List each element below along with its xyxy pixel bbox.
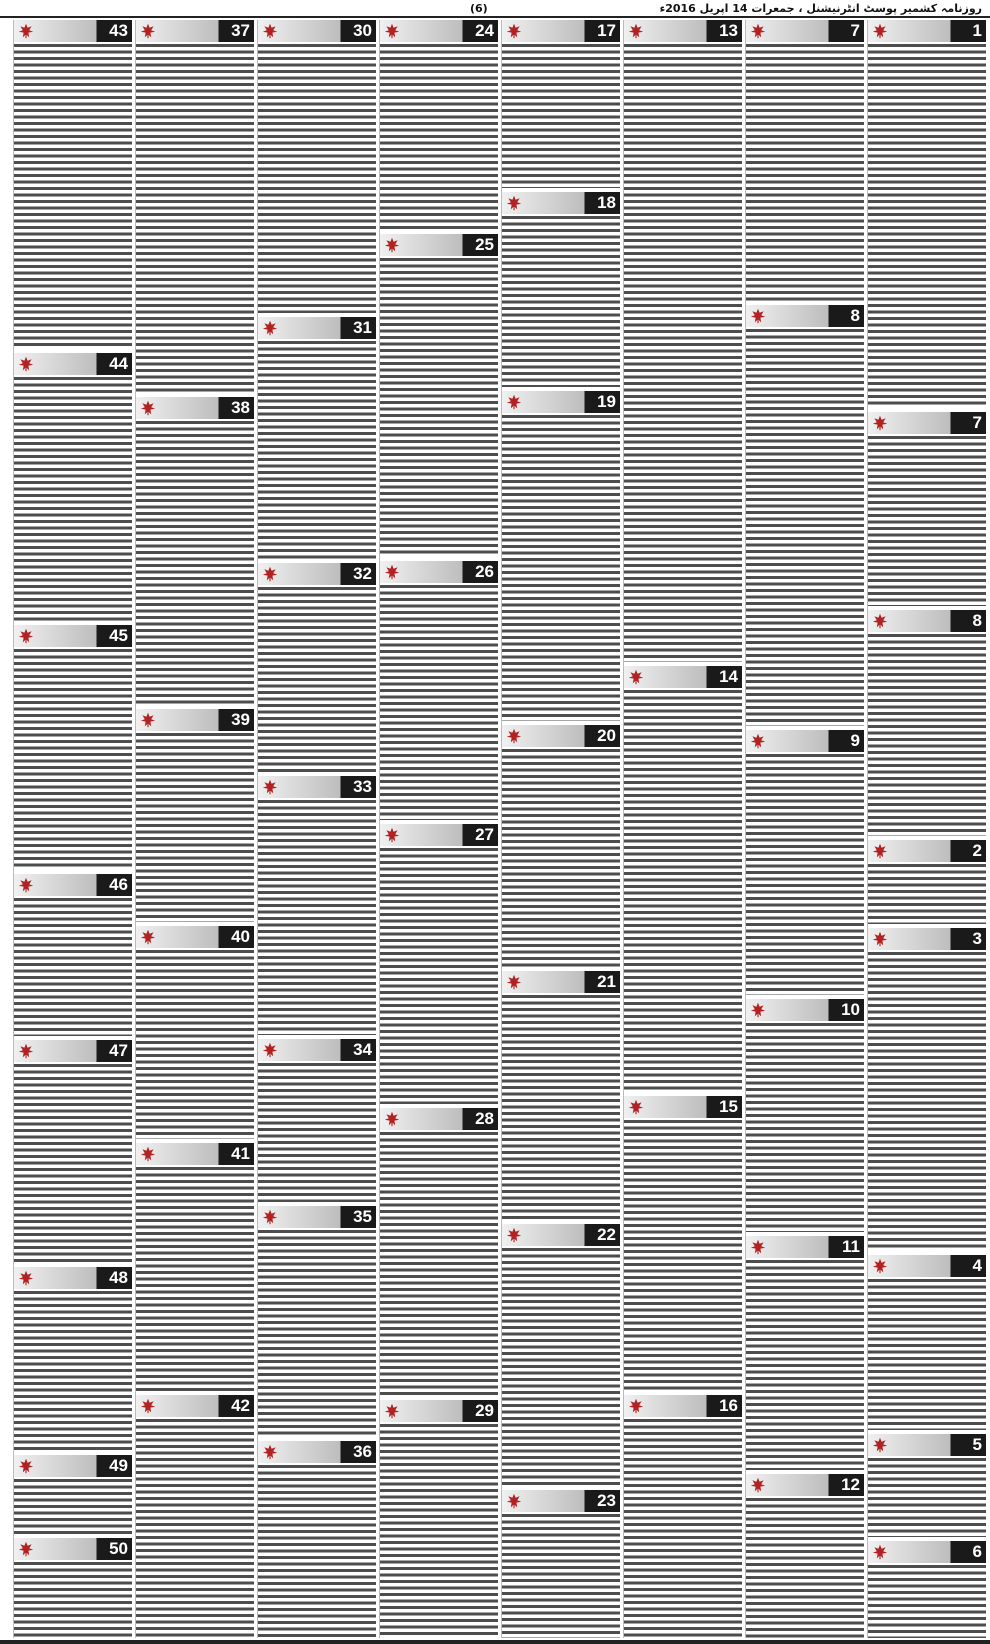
item-text-block: [868, 950, 986, 1251]
item-number-bar: [746, 730, 864, 752]
item-text-block: [14, 375, 132, 621]
news-item: [380, 561, 498, 820]
item-number-bar: [14, 353, 132, 375]
item-number: 44: [109, 354, 128, 374]
item-number: 10: [841, 999, 860, 1019]
item-number-bar: [136, 20, 254, 42]
item-text-block: [14, 1062, 132, 1263]
news-column: [623, 20, 742, 1638]
item-number: 25: [475, 235, 494, 255]
item-text-block: [380, 256, 498, 556]
item-number-bar: [746, 20, 864, 42]
maple-leaf-icon: [872, 23, 888, 39]
item-number: 16: [719, 1395, 738, 1415]
maple-leaf-icon: [18, 1270, 34, 1286]
item-number-bar: [14, 20, 132, 42]
item-text-block: [746, 1496, 864, 1638]
news-item: [502, 1224, 620, 1486]
maple-leaf-icon: [750, 733, 766, 749]
item-number: 22: [597, 1224, 616, 1244]
news-item: [136, 1143, 254, 1392]
item-number: 41: [231, 1143, 250, 1163]
maple-leaf-icon: [140, 1146, 156, 1162]
item-text-block: [502, 993, 620, 1220]
item-number-bar: [746, 1236, 864, 1258]
news-item: [136, 926, 254, 1139]
maple-leaf-icon: [750, 1239, 766, 1255]
item-number-bar: [14, 1538, 132, 1560]
news-item: [14, 353, 132, 621]
item-text-block: [502, 413, 620, 721]
news-item: [258, 317, 376, 559]
item-number-bar: [14, 1267, 132, 1289]
news-item: [868, 1541, 986, 1638]
news-column: [867, 20, 986, 1638]
item-number-bar: [380, 1400, 498, 1422]
item-text-block: [14, 1477, 132, 1533]
item-number-bar: [502, 1490, 620, 1512]
item-text-block: [624, 1417, 742, 1638]
news-item: [746, 20, 864, 301]
item-number-bar: [14, 874, 132, 896]
maple-leaf-icon: [262, 1209, 278, 1225]
item-number-bar: [380, 234, 498, 256]
news-item: [868, 840, 986, 924]
item-number-bar: [502, 20, 620, 42]
item-number: 31: [353, 317, 372, 337]
news-item: [136, 20, 254, 393]
item-number: 46: [109, 875, 128, 895]
item-number-bar: [868, 1255, 986, 1277]
maple-leaf-icon: [872, 1258, 888, 1274]
item-number: 47: [109, 1041, 128, 1061]
maple-leaf-icon: [628, 23, 644, 39]
item-text-block: [624, 688, 742, 1091]
item-number: 35: [353, 1206, 372, 1226]
item-number: 34: [353, 1039, 372, 1059]
maple-leaf-icon: [140, 23, 156, 39]
item-text-block: [624, 1118, 742, 1391]
item-text-block: [502, 1246, 620, 1486]
item-number: 49: [109, 1456, 128, 1476]
maple-leaf-icon: [18, 628, 34, 644]
news-columns: [4, 20, 986, 1638]
item-number: 27: [475, 825, 494, 844]
item-number: 7: [972, 412, 982, 432]
item-text-block: [136, 1165, 254, 1392]
news-item: [14, 1040, 132, 1263]
news-column: [13, 20, 132, 1638]
maple-leaf-icon: [872, 415, 888, 431]
maple-leaf-icon: [506, 394, 522, 410]
page-number: (6): [470, 2, 488, 15]
maple-leaf-icon: [750, 1002, 766, 1018]
news-item: [502, 20, 620, 188]
news-item: [14, 625, 132, 870]
maple-leaf-icon: [750, 23, 766, 39]
maple-leaf-icon: [628, 1099, 644, 1115]
item-text-block: [746, 752, 864, 995]
maple-leaf-icon: [506, 1493, 522, 1509]
item-number-bar: [258, 1441, 376, 1463]
maple-leaf-icon: [872, 1544, 888, 1560]
news-item: [380, 1108, 498, 1395]
item-text-block: [502, 42, 620, 188]
item-number-bar: [136, 1143, 254, 1165]
item-number-bar: [258, 1206, 376, 1228]
maple-leaf-icon: [384, 564, 400, 580]
news-item: [380, 20, 498, 230]
item-number: 37: [231, 21, 250, 40]
news-item: [868, 928, 986, 1251]
news-item: [14, 874, 132, 1036]
item-number: 1: [972, 21, 982, 40]
item-number-bar: [624, 20, 742, 42]
news-item: [258, 1039, 376, 1202]
news-column: [257, 20, 376, 1638]
item-number-bar: [746, 999, 864, 1021]
news-item: [258, 20, 376, 313]
item-number: 38: [231, 397, 250, 417]
item-text-block: [258, 42, 376, 313]
item-number-bar: [624, 1096, 742, 1118]
item-number-bar: [136, 926, 254, 948]
news-item: [258, 776, 376, 1035]
item-number-bar: [868, 928, 986, 950]
maple-leaf-icon: [18, 877, 34, 893]
item-number-bar: [624, 666, 742, 688]
item-number: 45: [109, 625, 128, 645]
item-number: 9: [850, 730, 860, 750]
item-number: 30: [353, 21, 372, 40]
item-text-block: [136, 419, 254, 705]
maple-leaf-icon: [750, 308, 766, 324]
maple-leaf-icon: [872, 843, 888, 859]
item-text-block: [136, 1417, 254, 1638]
news-item: [136, 397, 254, 705]
item-text-block: [14, 1289, 132, 1451]
news-item: [14, 1538, 132, 1638]
item-number-bar: [868, 1541, 986, 1563]
item-number-bar: [258, 1039, 376, 1061]
maple-leaf-icon: [872, 613, 888, 629]
item-text-block: [868, 632, 986, 836]
item-text-block: [868, 1563, 986, 1638]
maple-leaf-icon: [384, 827, 400, 843]
item-number-bar: [502, 725, 620, 747]
item-number: 33: [353, 776, 372, 796]
item-number: 23: [597, 1491, 616, 1511]
maple-leaf-icon: [140, 1398, 156, 1414]
maple-leaf-icon: [262, 1444, 278, 1460]
news-item: [624, 1096, 742, 1391]
footer-rule: [0, 1640, 990, 1644]
maple-leaf-icon: [262, 320, 278, 336]
item-number: 3: [972, 928, 982, 948]
item-number: 17: [597, 21, 616, 40]
news-item: [624, 20, 742, 662]
item-text-block: [746, 1258, 864, 1470]
item-text-block: [258, 339, 376, 559]
item-text-block: [624, 42, 742, 662]
maple-leaf-icon: [506, 728, 522, 744]
item-number-bar: [868, 610, 986, 632]
item-number: 20: [597, 725, 616, 745]
item-number: 12: [841, 1475, 860, 1495]
news-column: [379, 20, 498, 1638]
maple-leaf-icon: [750, 1477, 766, 1493]
maple-leaf-icon: [506, 195, 522, 211]
news-column: [135, 20, 254, 1638]
item-number: 6: [972, 1542, 982, 1562]
item-number: 13: [719, 21, 738, 40]
item-text-block: [868, 862, 986, 924]
item-number: 15: [719, 1096, 738, 1116]
maple-leaf-icon: [506, 974, 522, 990]
item-text-block: [502, 1512, 620, 1638]
maple-leaf-icon: [18, 23, 34, 39]
item-number: 2: [972, 840, 982, 860]
item-number: 39: [231, 709, 250, 729]
news-item: [14, 1267, 132, 1451]
item-number-bar: [746, 1474, 864, 1496]
news-item: [502, 192, 620, 387]
item-text-block: [136, 948, 254, 1139]
maple-leaf-icon: [384, 23, 400, 39]
item-number: 26: [475, 561, 494, 581]
item-number-bar: [14, 625, 132, 647]
news-item: [136, 709, 254, 922]
item-number: 40: [231, 926, 250, 946]
news-item: [380, 234, 498, 556]
item-text-block: [14, 42, 132, 349]
item-number: 29: [475, 1400, 494, 1420]
item-text-block: [380, 846, 498, 1104]
item-number-bar: [502, 971, 620, 993]
item-number: 5: [972, 1434, 982, 1454]
news-item: [746, 730, 864, 995]
news-item: [258, 1206, 376, 1437]
item-text-block: [868, 1277, 986, 1430]
item-number-bar: [380, 20, 498, 42]
maple-leaf-icon: [262, 779, 278, 795]
item-number-bar: [868, 840, 986, 862]
item-text-block: [380, 1422, 498, 1638]
item-text-block: [746, 1021, 864, 1233]
item-number: 19: [597, 392, 616, 412]
item-text-block: [258, 1061, 376, 1202]
news-item: [746, 999, 864, 1233]
item-number-bar: [868, 412, 986, 434]
news-item: [14, 1455, 132, 1533]
maple-leaf-icon: [506, 1227, 522, 1243]
item-number: 42: [231, 1396, 250, 1416]
item-number-bar: [868, 20, 986, 42]
news-item: [868, 20, 986, 408]
news-item: [258, 563, 376, 771]
item-text-block: [868, 1456, 986, 1537]
item-number: 43: [109, 21, 128, 40]
item-number: 4: [972, 1256, 982, 1276]
masthead-title: روزنامہ کشمیر پوسٹ انٹرنیشنل ، جمعرات 14 اپریل 2016ء: [659, 1, 982, 15]
maple-leaf-icon: [384, 1111, 400, 1127]
item-number-bar: [258, 563, 376, 585]
item-number: 14: [719, 667, 738, 687]
news-item: [746, 1474, 864, 1638]
news-item: [746, 305, 864, 726]
item-number-bar: [258, 20, 376, 42]
news-item: [746, 1236, 864, 1470]
item-text-block: [258, 1463, 376, 1638]
item-number-bar: [502, 391, 620, 413]
item-number: 24: [475, 21, 494, 40]
news-item: [380, 1400, 498, 1638]
item-number: 28: [475, 1109, 494, 1129]
item-text-block: [14, 647, 132, 870]
maple-leaf-icon: [384, 237, 400, 253]
news-item: [868, 1255, 986, 1430]
item-number-bar: [868, 1434, 986, 1456]
maple-leaf-icon: [18, 1458, 34, 1474]
item-text-block: [14, 896, 132, 1036]
item-number-bar: [746, 305, 864, 327]
item-text-block: [136, 42, 254, 393]
item-text-block: [258, 1228, 376, 1437]
item-number-bar: [502, 192, 620, 214]
item-text-block: [380, 1130, 498, 1395]
item-number: 36: [353, 1441, 372, 1461]
news-item: [14, 20, 132, 349]
item-number-bar: [136, 709, 254, 731]
maple-leaf-icon: [18, 1541, 34, 1557]
maple-leaf-icon: [18, 356, 34, 372]
item-number: 8: [850, 305, 860, 325]
item-text-block: [380, 42, 498, 230]
item-text-block: [14, 1560, 132, 1638]
item-text-block: [380, 583, 498, 820]
maple-leaf-icon: [18, 1043, 34, 1059]
news-item: [502, 391, 620, 721]
item-number-bar: [258, 317, 376, 339]
item-number-bar: [14, 1455, 132, 1477]
maple-leaf-icon: [262, 23, 278, 39]
item-number-bar: [380, 824, 498, 846]
item-number: 32: [353, 564, 372, 584]
item-number-bar: [136, 1395, 254, 1417]
news-column: [501, 20, 620, 1638]
maple-leaf-icon: [506, 23, 522, 39]
item-number-bar: [380, 561, 498, 583]
item-number: 7: [850, 21, 860, 40]
maple-leaf-icon: [872, 1437, 888, 1453]
item-number-bar: [624, 1395, 742, 1417]
news-item: [868, 412, 986, 606]
item-text-block: [258, 798, 376, 1035]
news-item: [258, 1441, 376, 1638]
maple-leaf-icon: [872, 931, 888, 947]
item-text-block: [502, 214, 620, 387]
item-number-bar: [502, 1224, 620, 1246]
news-item: [868, 1434, 986, 1537]
item-number: 11: [842, 1237, 860, 1257]
item-text-block: [868, 434, 986, 606]
maple-leaf-icon: [262, 1042, 278, 1058]
maple-leaf-icon: [262, 566, 278, 582]
item-number-bar: [136, 397, 254, 419]
maple-leaf-icon: [628, 1398, 644, 1414]
item-text-block: [136, 731, 254, 922]
maple-leaf-icon: [384, 1403, 400, 1419]
maple-leaf-icon: [140, 929, 156, 945]
item-number-bar: [380, 1108, 498, 1130]
news-column: [745, 20, 864, 1638]
masthead: [0, 0, 990, 18]
news-item: [502, 1490, 620, 1638]
item-number: 21: [597, 971, 616, 991]
maple-leaf-icon: [140, 400, 156, 416]
item-number: 18: [597, 193, 616, 213]
item-text-block: [258, 585, 376, 771]
item-number: 50: [109, 1538, 128, 1558]
news-item: [624, 666, 742, 1091]
maple-leaf-icon: [140, 712, 156, 728]
maple-leaf-icon: [628, 669, 644, 685]
item-number-bar: [258, 776, 376, 798]
item-number: 48: [109, 1268, 128, 1288]
news-item: [136, 1395, 254, 1638]
item-text-block: [746, 327, 864, 726]
news-item: [502, 725, 620, 967]
news-item: [380, 824, 498, 1104]
item-number: 8: [972, 610, 982, 630]
news-item: [624, 1395, 742, 1638]
item-text-block: [502, 747, 620, 967]
item-text-block: [746, 42, 864, 301]
news-item: [868, 610, 986, 836]
news-item: [502, 971, 620, 1220]
item-number-bar: [14, 1040, 132, 1062]
item-text-block: [868, 42, 986, 408]
